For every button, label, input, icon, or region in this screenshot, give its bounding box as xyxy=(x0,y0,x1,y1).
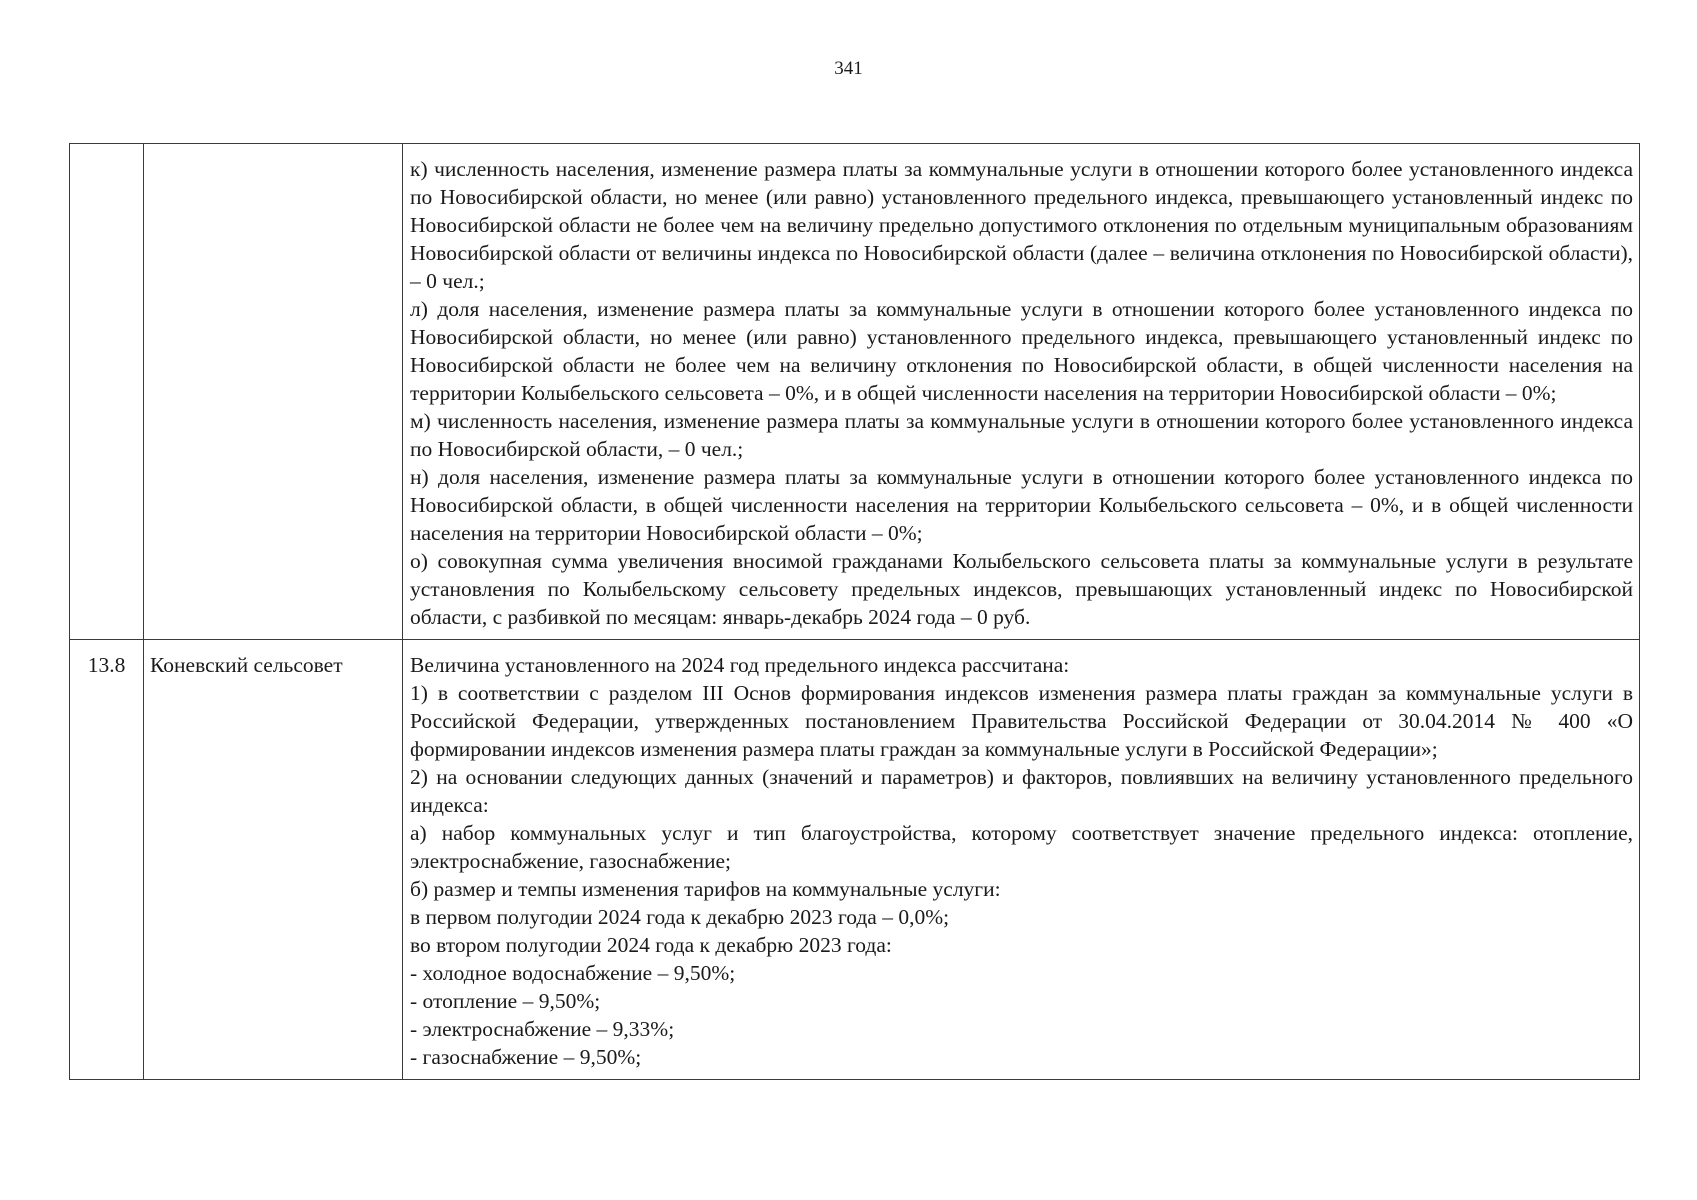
paragraph-o: о) совокупная сумма увеличения вносимой гражданами Колыбельского сельсовета платы за коммунальные услуги в результате установления по Колыбельскому сельсовету предельных индексов, превышающих установленный индекс по Новосибирской области, с разбивкой по месяцам: январь-декабрь 2024 года – 0 руб. xyxy=(410,549,1633,629)
paragraph-first-half: в первом полугодии 2024 года к декабрю 2023 года – 0,0%; xyxy=(410,905,950,929)
municipality-name-cell xyxy=(144,144,403,640)
table-row xyxy=(70,144,1640,640)
description-cell xyxy=(403,144,1640,640)
table-row xyxy=(70,640,1640,1080)
row-number-cell xyxy=(70,144,144,640)
paragraph-k: к) численность населения, изменение размера платы за коммунальные услуги в отношении которого более установленного индекса по Новосибирской области, но менее (или равно) установленного предельного индекса, превышающего установленный индекс по Новосибирской области не более чем на величину предельно допустимого отклонения по отдельным муниципальным образованиям Новосибирской области от величины индекса по Новосибирской области (далее – величина отклонения по Новосибирской области), – 0 чел.; xyxy=(410,157,1633,293)
paragraph-m: м) численность населения, изменение размера платы за коммунальные услуги в отношении которого более установленного индекса по Новосибирской области, – 0 чел.; xyxy=(410,409,1633,461)
paragraph-2: 2) на основании следующих данных (значений и параметров) и факторов, повлиявших на величину установленного предельного индекса: xyxy=(410,765,1633,817)
list-item: - газоснабжение – 9,50%; xyxy=(410,1045,642,1069)
paragraph-a: а) набор коммунальных услуг и тип благоустройства, которому соответствует значение предельного индекса: отопление, электроснабжение, газоснабжение; xyxy=(410,821,1633,873)
paragraph-1: 1) в соответствии с разделом III Основ формирования индексов изменения размера платы граждан за коммунальные услуги в Российской Федерации, утвержденных постановлением Правительства Российской Федерации от 30.04.2014 № 400 «О формировании индексов изменения размера платы граждан за коммунальные услуги в Российской Федерации»; xyxy=(410,681,1633,761)
paragraph-intro: Величина установленного на 2024 год предельного индекса рассчитана: xyxy=(410,653,1070,677)
document-table xyxy=(69,143,1640,1080)
paragraph-n: н) доля населения, изменение размера платы за коммунальные услуги в отношении которого более установленного индекса по Новосибирской области, в общей численности населения на территории Колыбельского сельсовета – 0%, и в общей численности населения на территории Новосибирской области – 0%; xyxy=(410,465,1633,545)
paragraph-l: л) доля населения, изменение размера платы за коммунальные услуги в отношении которого более установленного индекса по Новосибирской области, но менее (или равно) установленного предельного индекса, превышающего установленный индекс по Новосибирской области не более чем на величину отклонения по Новосибирской области, в общей численности населения на территории Колыбельского сельсовета – 0%, и в общей численности населения на территории Новосибирской области – 0%; xyxy=(410,297,1633,405)
row-number-cell: 13.8 xyxy=(70,640,144,1080)
paragraph-second-half: во втором полугодии 2024 года к декабрю 2023 года: xyxy=(410,933,892,957)
page-number: 341 xyxy=(834,58,863,79)
list-item: - электроснабжение – 9,33%; xyxy=(410,1017,675,1041)
list-item: - отопление – 9,50%; xyxy=(410,989,601,1013)
paragraph-b: б) размер и темпы изменения тарифов на коммунальные услуги: xyxy=(410,877,1001,901)
municipality-name-cell: Коневский сельсовет xyxy=(144,640,403,1080)
description-cell xyxy=(403,640,1640,1080)
list-item: - холодное водоснабжение – 9,50%; xyxy=(410,961,736,985)
